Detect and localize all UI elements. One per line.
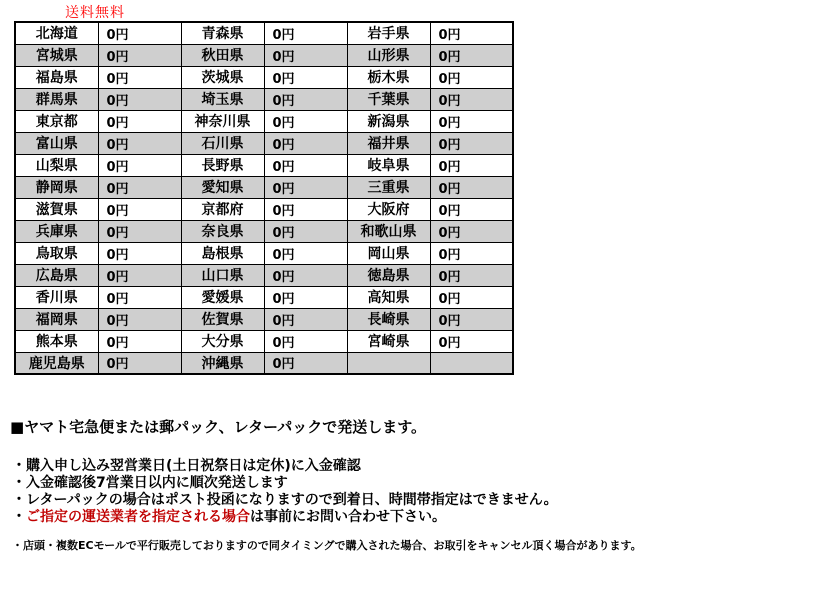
fee-cell: 0円: [264, 286, 347, 308]
prefecture-cell: 茨城県: [181, 66, 264, 88]
prefecture-cell: 島根県: [181, 242, 264, 264]
fee-cell: 0円: [430, 66, 513, 88]
note-line: [12, 475, 558, 492]
table-row: [15, 88, 513, 110]
fee-cell: 0円: [264, 176, 347, 198]
prefecture-cell: 滋賀県: [15, 198, 98, 220]
fee-cell: 0円: [264, 44, 347, 66]
fee-cell: 0円: [430, 132, 513, 154]
prefecture-cell: 大阪府: [347, 198, 430, 220]
prefecture-cell: 福岡県: [15, 308, 98, 330]
prefecture-cell: 岡山県: [347, 242, 430, 264]
prefecture-cell: 石川県: [181, 132, 264, 154]
table-row: [15, 264, 513, 286]
prefecture-cell: 静岡県: [15, 176, 98, 198]
prefecture-cell: 兵庫県: [15, 220, 98, 242]
prefecture-cell: 熊本県: [15, 330, 98, 352]
fee-cell: 0円: [98, 242, 181, 264]
fee-cell: 0円: [430, 154, 513, 176]
prefecture-cell: 長崎県: [347, 308, 430, 330]
fee-cell: 0円: [98, 44, 181, 66]
prefecture-cell: 佐賀県: [181, 308, 264, 330]
prefecture-cell: 奈良県: [181, 220, 264, 242]
prefecture-cell: 大分県: [181, 330, 264, 352]
prefecture-cell: 和歌山県: [347, 220, 430, 242]
table-row: [15, 220, 513, 242]
fee-cell: 0円: [98, 330, 181, 352]
fee-cell: 0円: [430, 264, 513, 286]
note-text: ・入金確認後7営業日以内に順次発送します: [12, 475, 288, 491]
fee-cell: 0円: [430, 110, 513, 132]
fee-cell: 0円: [430, 330, 513, 352]
prefecture-cell: 千葉県: [347, 88, 430, 110]
table-row: [15, 308, 513, 330]
fee-cell: 0円: [98, 286, 181, 308]
prefecture-cell: 群馬県: [15, 88, 98, 110]
prefecture-cell: 福島県: [15, 66, 98, 88]
table-row: [15, 132, 513, 154]
table-row: [15, 154, 513, 176]
prefecture-cell: 愛知県: [181, 176, 264, 198]
note-text: ・購入申し込み翌営業日(土日祝祭日は定休)に入金確認: [12, 458, 361, 474]
fee-cell: 0円: [264, 352, 347, 374]
fee-cell: 0円: [264, 330, 347, 352]
prefecture-cell: 京都府: [181, 198, 264, 220]
fee-cell: 0円: [98, 176, 181, 198]
prefecture-cell: 宮城県: [15, 44, 98, 66]
prefecture-cell: 神奈川県: [181, 110, 264, 132]
table-row: [15, 176, 513, 198]
prefecture-cell: 愛媛県: [181, 286, 264, 308]
shipping-fee-table: [14, 21, 514, 375]
prefecture-cell: 秋田県: [181, 44, 264, 66]
table-row: [15, 44, 513, 66]
prefecture-cell: 長野県: [181, 154, 264, 176]
free-shipping-label: 送料無料: [65, 5, 125, 21]
fee-cell: 0円: [98, 22, 181, 44]
note-red-text: ご指定の運送業者を指定される場合: [26, 509, 250, 525]
note-text: は事前にお問い合わせ下さい。: [250, 509, 446, 525]
fee-cell: 0円: [430, 286, 513, 308]
table-row: [15, 22, 513, 44]
note-line: [12, 458, 558, 475]
prefecture-cell: 香川県: [15, 286, 98, 308]
fee-cell: 0円: [98, 110, 181, 132]
fee-cell: 0円: [98, 264, 181, 286]
fee-cell: 0円: [98, 352, 181, 374]
fee-cell: 0円: [264, 220, 347, 242]
prefecture-cell: 徳島県: [347, 264, 430, 286]
prefecture-cell: 山梨県: [15, 154, 98, 176]
prefecture-cell: 沖縄県: [181, 352, 264, 374]
prefecture-cell: 三重県: [347, 176, 430, 198]
fee-cell: 0円: [264, 22, 347, 44]
fee-cell: 0円: [430, 44, 513, 66]
fee-cell: 0円: [98, 220, 181, 242]
prefecture-cell: 新潟県: [347, 110, 430, 132]
prefecture-cell: 鳥取県: [15, 242, 98, 264]
table-row: [15, 330, 513, 352]
prefecture-cell: 岩手県: [347, 22, 430, 44]
notes-list: [12, 458, 558, 526]
prefecture-cell: 山形県: [347, 44, 430, 66]
fee-cell: 0円: [264, 264, 347, 286]
fee-cell: 0円: [430, 176, 513, 198]
note-text: ・: [12, 509, 26, 525]
prefecture-cell: 鹿児島県: [15, 352, 98, 374]
note-line: [12, 509, 558, 526]
fee-cell: 0円: [264, 132, 347, 154]
prefecture-cell: 北海道: [15, 22, 98, 44]
fee-cell: 0円: [264, 154, 347, 176]
prefecture-cell: 青森県: [181, 22, 264, 44]
fee-cell: [430, 352, 513, 374]
note-text: ・レターパックの場合はポスト投函になりますので到着日、時間帯指定はできません。: [12, 492, 558, 508]
prefecture-cell: 岐阜県: [347, 154, 430, 176]
prefecture-cell: 東京都: [15, 110, 98, 132]
table-row: [15, 66, 513, 88]
prefecture-cell: [347, 352, 430, 374]
fee-cell: 0円: [264, 66, 347, 88]
fee-cell: 0円: [264, 242, 347, 264]
fee-cell: 0円: [430, 22, 513, 44]
prefecture-cell: 埼玉県: [181, 88, 264, 110]
fee-cell: 0円: [264, 308, 347, 330]
fee-cell: 0円: [98, 154, 181, 176]
table-row: [15, 242, 513, 264]
fee-cell: 0円: [98, 198, 181, 220]
table-row: [15, 110, 513, 132]
prefecture-cell: 広島県: [15, 264, 98, 286]
fine-print-note: ・店頭・複数ECモールで平行販売しておりますので同タイミングで購入された場合、お取引をキャンセル頂く場合があります。: [12, 539, 642, 552]
table-row: [15, 198, 513, 220]
table-row: [15, 352, 513, 374]
fee-cell: 0円: [98, 308, 181, 330]
prefecture-cell: 高知県: [347, 286, 430, 308]
prefecture-cell: 山口県: [181, 264, 264, 286]
fee-cell: 0円: [264, 198, 347, 220]
table-row: [15, 286, 513, 308]
note-line: [12, 492, 558, 509]
shipping-method-heading: ■ヤマト宅急便または郵パック、レターパックで発送します。: [10, 418, 427, 436]
prefecture-cell: 富山県: [15, 132, 98, 154]
fee-cell: 0円: [430, 88, 513, 110]
fee-cell: 0円: [98, 66, 181, 88]
fee-cell: 0円: [430, 220, 513, 242]
fee-cell: 0円: [98, 132, 181, 154]
prefecture-cell: 宮崎県: [347, 330, 430, 352]
fee-cell: 0円: [264, 110, 347, 132]
fee-cell: 0円: [430, 198, 513, 220]
prefecture-cell: 福井県: [347, 132, 430, 154]
prefecture-cell: 栃木県: [347, 66, 430, 88]
fee-cell: 0円: [98, 88, 181, 110]
fee-cell: 0円: [430, 242, 513, 264]
fee-cell: 0円: [264, 88, 347, 110]
fee-cell: 0円: [430, 308, 513, 330]
shipping-table-body: [15, 22, 513, 374]
